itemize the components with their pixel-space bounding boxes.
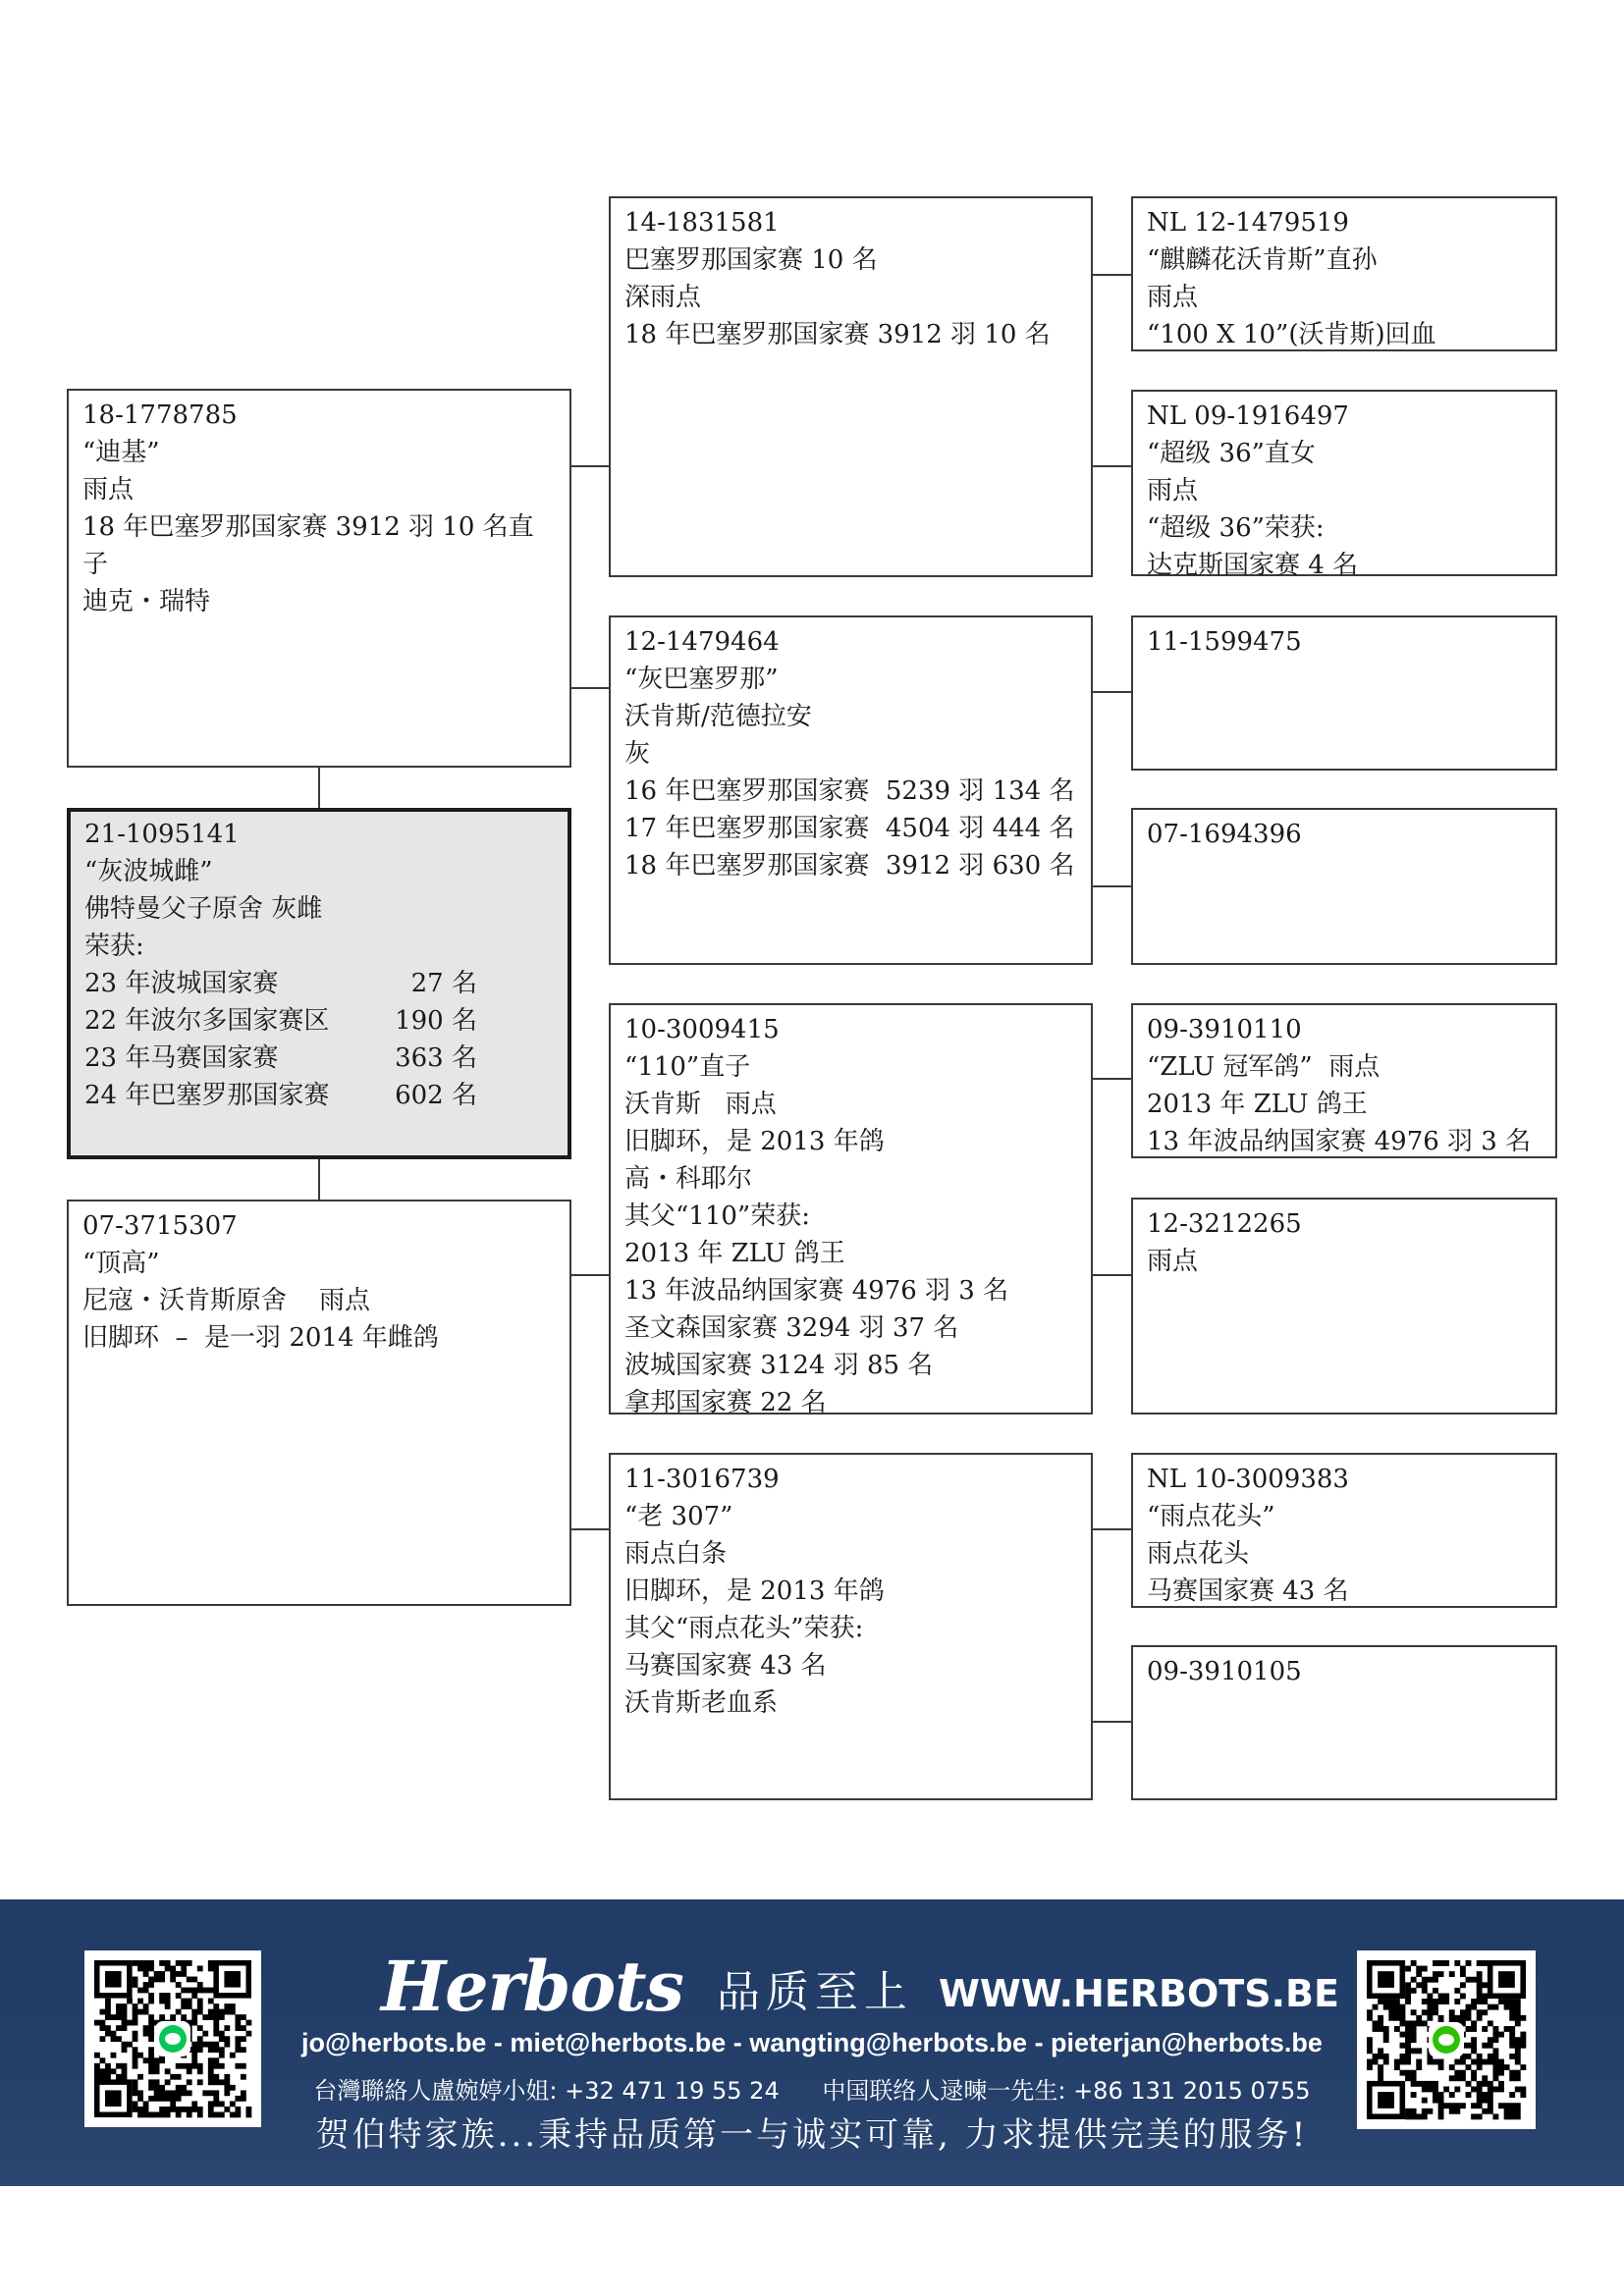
tagline: 贺伯特家族...秉持品质第一与诚实可靠, 力求提供完美的服务! xyxy=(315,2115,1309,2155)
sire-sire-card xyxy=(609,196,1093,577)
subject-race-row xyxy=(84,965,554,1002)
card-line: 13 年波品纳国家赛 4976 羽 3 名 xyxy=(1147,1127,1532,1156)
card-line: 其父“雨点花头”荣获: xyxy=(624,1614,864,1643)
connector-line xyxy=(1093,274,1131,276)
card-line: 16 年巴塞罗那国家赛 5239 羽 134 名 xyxy=(624,776,1075,806)
card-line: 子 xyxy=(82,550,109,579)
card-line: 波城国家赛 3124 羽 85 名 xyxy=(624,1351,934,1380)
card-line: 达克斯国家赛 4 名 xyxy=(1147,551,1359,580)
card-line: 13 年波品纳国家赛 4976 羽 3 名 xyxy=(624,1276,1009,1306)
connector-line xyxy=(1093,1528,1131,1530)
race-result: 602 名 xyxy=(395,1081,477,1110)
card-line: 高・科耶尔 xyxy=(624,1164,753,1194)
card-line: “麒麟花沃肯斯”直孙 xyxy=(1147,245,1378,275)
card-line: “超级 36”荣获: xyxy=(1147,513,1325,543)
card-line: NL 09-1916497 xyxy=(1147,401,1349,431)
card-line: 2013 年 ZLU 鸽王 xyxy=(1147,1090,1368,1119)
connector-line xyxy=(1093,691,1131,693)
email-list[interactable]: jo@herbots.be - miet@herbots.be - wangting@herbots.be - pieterjan@herbots.be xyxy=(301,2028,1323,2057)
card-line: 07-1694396 xyxy=(1147,820,1302,849)
card-line: 雨点 xyxy=(1147,476,1199,506)
dam-sire-card xyxy=(609,1003,1093,1415)
contact-line xyxy=(0,2071,1624,2106)
subject-honors-label: 荣获: xyxy=(84,932,144,961)
ds-dam-card xyxy=(1131,1198,1557,1415)
card-line: “ZLU 冠军鸽” 雨点 xyxy=(1147,1052,1380,1082)
card-line: 09-3910105 xyxy=(1147,1657,1302,1686)
card-line: 深雨点 xyxy=(624,283,702,312)
sd-sire-card xyxy=(1131,615,1557,771)
race-result: 363 名 xyxy=(395,1043,477,1073)
card-line: “超级 36”直女 xyxy=(1147,439,1316,468)
connector-line xyxy=(1093,1721,1131,1723)
card-line: 雨点白条 xyxy=(624,1539,728,1569)
subject-ring: 21-1095141 xyxy=(84,820,240,849)
card-line: “灰巴塞罗那” xyxy=(624,665,779,694)
subject-race-row xyxy=(84,1002,554,1040)
card-line: 马赛国家赛 43 名 xyxy=(624,1651,827,1681)
contact-taiwan: 台灣聯絡人盧婉婷小姐: +32 471 19 55 24 xyxy=(313,2077,780,2105)
subject-name: “灰波城雌” xyxy=(84,857,213,886)
connector-line xyxy=(1093,1274,1131,1276)
connector-line xyxy=(571,465,609,467)
card-line: 旧脚环，是 2013 年鸽 xyxy=(624,1127,885,1156)
subject-breeder: 佛特曼父子原舍 灰雌 xyxy=(84,894,323,924)
card-line: 18 年巴塞罗那国家赛 3912 羽 10 名直 xyxy=(82,512,534,542)
connector-line xyxy=(318,768,320,808)
card-line: “110”直子 xyxy=(624,1052,751,1082)
race-name: 23 年波城国家赛 xyxy=(84,969,279,998)
card-line: “老 307” xyxy=(624,1502,733,1531)
card-line: 2013 年 ZLU 鸽王 xyxy=(624,1239,845,1268)
ss-sire-card xyxy=(1131,196,1557,351)
dam-card xyxy=(67,1200,571,1606)
card-line: “迪基” xyxy=(82,438,160,467)
card-line: 14-1831581 xyxy=(624,208,780,238)
card-line: 旧脚环 – 是一羽 2014 年雌鸽 xyxy=(82,1323,439,1353)
card-line: 雨点花头 xyxy=(1147,1539,1250,1569)
card-line: 11-1599475 xyxy=(1147,627,1302,657)
card-line: 灰 xyxy=(624,739,651,769)
card-line: “顶高” xyxy=(82,1249,160,1278)
website-link[interactable]: WWW.HERBOTS.BE xyxy=(938,1972,1339,2015)
dam-dam-card xyxy=(609,1453,1093,1800)
card-line: 雨点 xyxy=(82,475,135,505)
sd-dam-card xyxy=(1131,808,1557,965)
card-line: 09-3910110 xyxy=(1147,1015,1302,1044)
card-line: 沃肯斯 雨点 xyxy=(624,1090,777,1119)
card-line: 雨点 xyxy=(1147,283,1199,312)
card-line: NL 10-3009383 xyxy=(1147,1465,1349,1494)
card-line: 巴塞罗那国家赛 10 名 xyxy=(624,245,878,275)
connector-line xyxy=(1093,885,1131,887)
card-line: 12-1479464 xyxy=(624,627,780,657)
ds-sire-card xyxy=(1131,1003,1557,1158)
card-line: 17 年巴塞罗那国家赛 4504 羽 444 名 xyxy=(624,814,1075,843)
race-result: 190 名 xyxy=(395,1006,477,1036)
connector-line xyxy=(571,1528,609,1530)
herbots-logo: Herbots xyxy=(381,1946,683,2027)
dd-dam-card xyxy=(1131,1645,1557,1800)
race-name: 23 年马赛国家赛 xyxy=(84,1043,279,1073)
card-line: 10-3009415 xyxy=(624,1015,780,1044)
card-line: 18 年巴塞罗那国家赛 3912 羽 630 名 xyxy=(624,851,1075,881)
card-line: 拿邦国家赛 22 名 xyxy=(624,1388,827,1417)
card-line: 尼寇・沃肯斯原舍 雨点 xyxy=(82,1286,371,1315)
card-line: NL 12-1479519 xyxy=(1147,208,1349,238)
card-line: 沃肯斯老血系 xyxy=(624,1688,779,1718)
card-line: “雨点花头” xyxy=(1147,1502,1275,1531)
contact-china: 中国联络人逯暕一先生: +86 131 2015 0755 xyxy=(822,2077,1311,2105)
race-name: 24 年巴塞罗那国家赛 xyxy=(84,1081,330,1110)
card-line: 雨点 xyxy=(1147,1247,1199,1276)
race-result: 27 名 xyxy=(410,969,477,998)
card-line: 沃肯斯/范德拉安 xyxy=(624,702,812,731)
card-line: 18-1778785 xyxy=(82,400,238,430)
card-line: 圣文森国家赛 3294 羽 37 名 xyxy=(624,1313,959,1343)
subject-race-row xyxy=(84,1077,554,1114)
connector-line xyxy=(1093,1078,1131,1080)
card-line: 其父“110”荣获: xyxy=(624,1201,810,1231)
footer-banner xyxy=(0,1899,1624,2186)
subject-pigeon-card xyxy=(67,808,571,1159)
sire-dam-card xyxy=(609,615,1093,965)
dd-sire-card xyxy=(1131,1453,1557,1608)
subject-race-row xyxy=(84,1040,554,1077)
race-name: 22 年波尔多国家赛区 xyxy=(84,1006,330,1036)
card-line: “100 X 10”(沃肯斯)回血 xyxy=(1147,320,1436,349)
card-line: 07-3715307 xyxy=(82,1211,238,1241)
card-line: 18 年巴塞罗那国家赛 3912 羽 10 名 xyxy=(624,320,1051,349)
card-line: 11-3016739 xyxy=(624,1465,780,1494)
slogan: 品质至上 xyxy=(716,1967,913,2017)
connector-line xyxy=(571,687,609,689)
ss-dam-card xyxy=(1131,390,1557,580)
connector-line xyxy=(1093,465,1131,467)
card-line: 马赛国家赛 43 名 xyxy=(1147,1576,1349,1606)
connector-line xyxy=(571,1274,609,1276)
card-line: 12-3212265 xyxy=(1147,1209,1302,1239)
brand-row xyxy=(381,1941,1339,2027)
sire-card xyxy=(67,389,571,768)
card-line: 旧脚环，是 2013 年鸽 xyxy=(624,1576,885,1606)
connector-line xyxy=(318,1159,320,1200)
card-line: 迪克・瑞特 xyxy=(82,587,211,616)
